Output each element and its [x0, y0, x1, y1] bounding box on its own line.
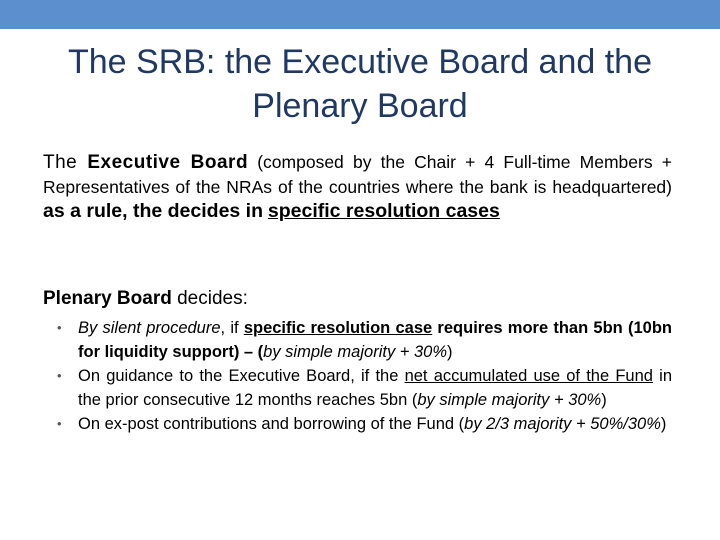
executive-rule: as a rule, the decides in: [43, 200, 264, 222]
plenary-board-label: Plenary Board: [43, 288, 172, 309]
list-item: • By silent procedure, if specific resolution case requires more than 5bn (10bn for liquidity support) – (by simple majority + 30%): [57, 316, 672, 364]
executive-composition: (composed by the Chair + 4 Full-time Members + Representatives of the NRAs of the countries where the bank is headquartered): [43, 152, 672, 197]
title-line-1: The SRB: the Executive Board and the: [67, 43, 652, 81]
executive-board-paragraph: [43, 150, 672, 223]
bullet-icon: •: [57, 320, 62, 335]
specific-resolution-cases: specific resolution cases: [267, 200, 500, 222]
plenary-decides: decides:: [171, 288, 248, 309]
slide-title: [30, 40, 690, 128]
plenary-heading: [43, 286, 248, 312]
executive-intro: The Executive Board: [43, 152, 249, 173]
bullet-icon: •: [57, 368, 62, 383]
executive-board-label: Executive Board: [87, 152, 249, 173]
plenary-bullet-list: [57, 316, 672, 436]
bullet-icon: •: [57, 416, 62, 431]
top-accent-bar: [0, 0, 720, 29]
list-item: • On ex-post contributions and borrowing of the Fund (by 2/3 majority + 50%/30%): [57, 412, 672, 436]
list-item: • On guidance to the Executive Board, if the net accumulated use of the Fund in the prior consecutive 12 months reaches 5bn (by simple majority + 30%): [57, 364, 672, 412]
title-line-2: Plenary Board: [252, 87, 468, 125]
